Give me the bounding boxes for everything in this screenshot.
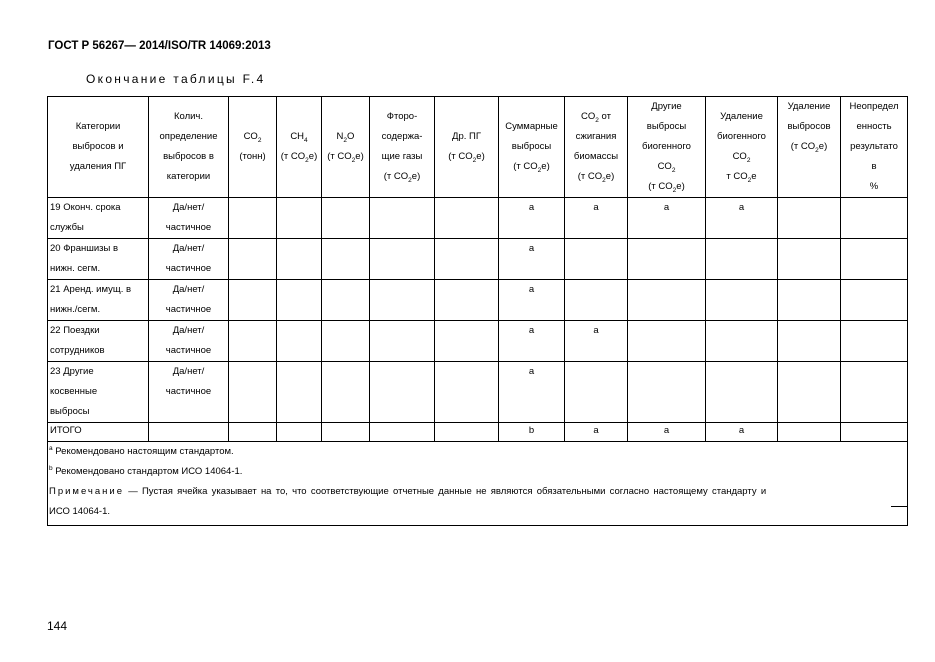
- empty-cell: [277, 198, 322, 239]
- header-line: выбросов и: [72, 141, 124, 152]
- other-biogenic-cell: [628, 280, 706, 321]
- header-unit: [437, 147, 496, 167]
- empty-cell: [277, 362, 322, 423]
- header-line: %: [869, 181, 879, 192]
- unit-text: (т CO: [513, 161, 538, 172]
- other-biogenic-cell: a: [628, 198, 706, 239]
- formula-subscript: 2: [343, 136, 348, 144]
- category-cell: [48, 239, 149, 280]
- header-line: Категории: [75, 121, 121, 132]
- header-line: [708, 147, 775, 167]
- empty-cell: [370, 321, 435, 362]
- header-line: в: [871, 161, 877, 172]
- unit-text: (т CO: [790, 141, 816, 152]
- header-line: выбросы: [646, 121, 687, 132]
- unit-subscript: 2: [602, 176, 606, 184]
- header-line: щие газы: [381, 151, 423, 162]
- empty-cell: [322, 362, 370, 423]
- total-cell: a: [499, 280, 565, 321]
- cell-line: 20 Франшизы в: [50, 243, 119, 254]
- biomass-cell: a: [565, 423, 628, 442]
- unit-text: (т CO: [327, 151, 352, 162]
- category-cell: [48, 198, 149, 239]
- empty-cell: [277, 321, 322, 362]
- header-line: Суммарные: [505, 121, 558, 132]
- header-line: енность: [856, 121, 892, 132]
- empty-cell: [229, 362, 277, 423]
- unit-text: е: [751, 171, 757, 182]
- header-unit: [567, 167, 625, 187]
- quantitative-cell: [149, 280, 229, 321]
- other-biogenic-cell: [628, 239, 706, 280]
- empty-cell: [841, 239, 908, 280]
- footnote-text: Рекомендовано настоящим стандартом.: [52, 446, 234, 457]
- biogenic-removal-cell: a: [706, 423, 778, 442]
- unit-subscript: 2: [351, 156, 356, 164]
- note-text: — Пустая ячейка указывает на то, что соответствующие отчетные данные не являются обязательными согласно настоящему стандарту и: [124, 486, 767, 497]
- unit-text: (т CO: [383, 171, 409, 182]
- other-biogenic-cell: [628, 362, 706, 423]
- header-line: Удаление: [787, 101, 831, 112]
- unit-text: (т CO: [577, 171, 603, 182]
- unit-text: (т CO: [648, 181, 673, 192]
- footnote-a: [49, 442, 905, 462]
- cell-line: Да/нет/: [172, 366, 205, 377]
- empty-cell: [778, 280, 841, 321]
- formula-text: CO: [581, 111, 596, 122]
- header-line: Неопредел: [849, 101, 899, 112]
- unit-text: (т CO: [280, 151, 306, 162]
- header-line: содержа-: [381, 131, 423, 142]
- quantitative-cell: [149, 321, 229, 362]
- empty-cell: [778, 362, 841, 423]
- header-line: выбросов в: [163, 151, 214, 162]
- empty-cell: [322, 239, 370, 280]
- header-line: Колич.: [173, 111, 204, 122]
- cell-line: Да/нет/: [172, 202, 205, 213]
- unit-text: (т CO: [448, 151, 473, 162]
- empty-cell: [322, 280, 370, 321]
- cell-line: Да/нет/: [172, 325, 205, 336]
- cell-line: 19 Оконч. срока: [50, 202, 121, 213]
- cell-line: нижн. сегм.: [50, 263, 101, 274]
- header-line: выбросов: [787, 121, 831, 132]
- empty-cell: [435, 280, 499, 321]
- formula-text: CO: [732, 151, 747, 162]
- header-co2: [229, 97, 277, 198]
- total-cell: a: [499, 362, 565, 423]
- table-row: [48, 239, 908, 280]
- other-biogenic-cell: a: [628, 423, 706, 442]
- header-total-emissions: [499, 97, 565, 198]
- cell-line: нижн./сегм.: [50, 304, 101, 315]
- cell-line: 23 Другие: [50, 366, 94, 377]
- header-line: сжигания: [575, 131, 617, 142]
- header-categories: [48, 97, 149, 198]
- table-row: [48, 198, 908, 239]
- unit-text: е): [355, 151, 364, 162]
- header-biogenic-removal: [706, 97, 778, 198]
- cell-line: 21 Аренд. имущ. в: [50, 284, 132, 295]
- unit-text: т CO: [726, 171, 748, 182]
- footnote-mark: b: [49, 464, 53, 472]
- table-row: [48, 321, 908, 362]
- header-line: [231, 127, 274, 147]
- quantitative-cell: [149, 362, 229, 423]
- empty-cell: [841, 362, 908, 423]
- header-other-ghg: [435, 97, 499, 198]
- formula-text: от: [598, 111, 611, 122]
- empty-cell: [435, 239, 499, 280]
- unit-subscript: 2: [408, 176, 412, 184]
- empty-cell: [229, 198, 277, 239]
- cell-line: частичное: [165, 222, 212, 233]
- empty-cell: [277, 239, 322, 280]
- cell-line: частичное: [165, 386, 212, 397]
- table-row: [48, 362, 908, 423]
- header-line: биогенного: [642, 141, 691, 152]
- empty-cell: [841, 423, 908, 442]
- footnote-b: [49, 462, 905, 482]
- header-line: Другие: [651, 101, 682, 112]
- header-line: биогенного: [717, 131, 766, 142]
- unit-text: е): [411, 171, 421, 182]
- formula-text: CH: [290, 131, 305, 142]
- empty-cell: [229, 321, 277, 362]
- cell-line: частичное: [165, 304, 212, 315]
- header-n2o: [322, 97, 370, 198]
- biogenic-removal-cell: [706, 239, 778, 280]
- formula-subscript: 2: [746, 156, 751, 164]
- header-unit: [630, 177, 703, 197]
- header-line: биомассы: [573, 151, 619, 162]
- table-caption: Окончание таблицы F.4: [86, 72, 266, 86]
- header-unit: (тонн): [239, 151, 266, 162]
- header-unit: [279, 147, 319, 167]
- cell-line: косвенные: [50, 386, 98, 397]
- empty-cell: [778, 321, 841, 362]
- table-corner-mark: [891, 506, 907, 507]
- emissions-table: [47, 96, 908, 526]
- unit-subscript: 2: [472, 156, 477, 164]
- category-cell: [48, 280, 149, 321]
- header-unit: [372, 167, 432, 187]
- unit-subscript: 2: [537, 166, 542, 174]
- header-removals: [778, 97, 841, 198]
- empty-cell: [277, 423, 322, 442]
- header-line: выбросы: [511, 141, 552, 152]
- biogenic-removal-cell: [706, 321, 778, 362]
- table-row: [48, 280, 908, 321]
- unit-subscript: 2: [672, 186, 677, 194]
- biogenic-removal-cell: a: [706, 198, 778, 239]
- header-unit: [708, 167, 775, 187]
- total-row: [48, 423, 908, 442]
- header-line: [279, 127, 319, 147]
- note-label: Примечание: [49, 486, 124, 497]
- cell-line: службы: [50, 222, 84, 233]
- notes-cell: [48, 442, 908, 526]
- empty-cell: [841, 280, 908, 321]
- formula-subscript: 2: [671, 166, 676, 174]
- header-other-biogenic: [628, 97, 706, 198]
- formula-text: O: [347, 131, 355, 142]
- biomass-cell: [565, 280, 628, 321]
- quantitative-cell: [149, 198, 229, 239]
- header-row: [48, 97, 908, 198]
- empty-cell: [370, 280, 435, 321]
- header-line: результато: [850, 141, 898, 152]
- header-line: определение: [159, 131, 218, 142]
- notes-row: [48, 442, 908, 526]
- note-paragraph: [49, 482, 905, 502]
- standard-code: ГОСТ Р 56267— 2014/ISO/TR 14069:2013: [48, 40, 271, 52]
- empty-cell: [435, 321, 499, 362]
- header-line: [630, 157, 703, 177]
- empty-cell: [322, 321, 370, 362]
- cell-line: выбросы: [50, 406, 90, 417]
- cell-line: Да/нет/: [172, 284, 205, 295]
- empty-cell: [229, 280, 277, 321]
- empty-cell: [778, 239, 841, 280]
- biomass-cell: [565, 362, 628, 423]
- empty-cell: [229, 423, 277, 442]
- empty-cell: [435, 198, 499, 239]
- empty-cell: [277, 280, 322, 321]
- total-cell: a: [499, 239, 565, 280]
- header-uncertainty: [841, 97, 908, 198]
- empty-cell: [322, 198, 370, 239]
- footnote-mark: a: [49, 444, 53, 452]
- formula-subscript: 2: [595, 116, 599, 124]
- formula-subscript: 2: [257, 136, 262, 144]
- unit-text: е): [308, 151, 318, 162]
- cell-line: частичное: [165, 263, 212, 274]
- empty-cell: [841, 321, 908, 362]
- header-fluoro-gases: [370, 97, 435, 198]
- total-label: ИТОГО: [48, 423, 149, 442]
- total-cell: a: [499, 321, 565, 362]
- formula-text: CO: [243, 131, 258, 142]
- total-cell: b: [499, 423, 565, 442]
- empty-cell: [435, 362, 499, 423]
- empty-cell: [370, 198, 435, 239]
- category-cell: [48, 362, 149, 423]
- header-line: Удаление: [720, 111, 763, 122]
- empty-cell: [322, 423, 370, 442]
- quantitative-cell: [149, 239, 229, 280]
- header-biomass-co2: [565, 97, 628, 198]
- empty-cell: [370, 362, 435, 423]
- empty-cell: [435, 423, 499, 442]
- other-biogenic-cell: [628, 321, 706, 362]
- cell-line: Да/нет/: [172, 243, 205, 254]
- formula-text: N: [336, 131, 344, 142]
- formula-subscript: 4: [304, 136, 308, 144]
- total-cell: a: [499, 198, 565, 239]
- unit-text: е): [676, 181, 685, 192]
- empty-cell: [841, 198, 908, 239]
- unit-text: е): [818, 141, 828, 152]
- header-ch4: [277, 97, 322, 198]
- formula-text: CO: [657, 161, 672, 172]
- header-quantitative: [149, 97, 229, 198]
- unit-subscript: 2: [305, 156, 309, 164]
- header-unit: [324, 147, 367, 167]
- empty-cell: [149, 423, 229, 442]
- category-cell: [48, 321, 149, 362]
- cell-line: 22 Поездки: [50, 325, 100, 336]
- biomass-cell: a: [565, 198, 628, 239]
- empty-cell: [778, 198, 841, 239]
- cell-line: частичное: [165, 345, 212, 356]
- header-line: удаления ПГ: [69, 161, 127, 172]
- cell-line: сотрудников: [50, 345, 105, 356]
- biomass-cell: [565, 239, 628, 280]
- biogenic-removal-cell: [706, 362, 778, 423]
- biomass-cell: a: [565, 321, 628, 362]
- empty-cell: [778, 423, 841, 442]
- header-line: категории: [166, 171, 211, 182]
- note-continuation: ИСО 14064-1.: [49, 506, 111, 517]
- header-unit: [501, 157, 562, 177]
- empty-cell: [370, 423, 435, 442]
- header-line: [324, 127, 367, 147]
- empty-cell: [229, 239, 277, 280]
- unit-subscript: 2: [747, 176, 752, 184]
- header-line: Др. ПГ: [452, 131, 481, 142]
- page-number: 144: [47, 619, 68, 633]
- header-line: Фторо-: [386, 111, 418, 122]
- unit-text: е): [541, 161, 550, 172]
- unit-text: е): [476, 151, 485, 162]
- header-unit: [780, 137, 838, 157]
- unit-subscript: 2: [815, 146, 819, 154]
- biogenic-removal-cell: [706, 280, 778, 321]
- unit-text: е): [605, 171, 615, 182]
- footnote-text: Рекомендовано стандартом ИСО 14064-1.: [52, 466, 243, 477]
- header-line: [567, 107, 625, 127]
- empty-cell: [370, 239, 435, 280]
